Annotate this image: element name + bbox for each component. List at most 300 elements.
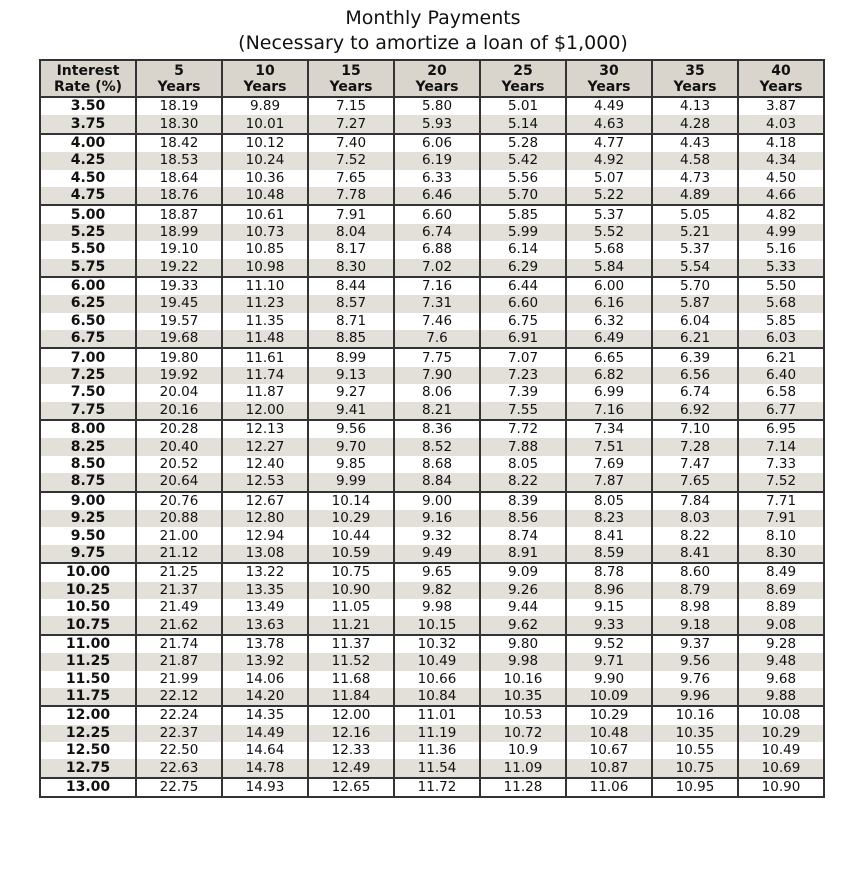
payment-cell: 20.28 <box>136 420 222 438</box>
payment-cell: 7.14 <box>738 438 824 455</box>
payment-cell: 13.78 <box>222 635 308 653</box>
payment-cell: 7.40 <box>308 134 394 152</box>
payment-cell: 5.99 <box>480 224 566 241</box>
payment-cell: 5.37 <box>652 241 738 258</box>
payment-cell: 7.34 <box>566 420 652 438</box>
payment-cell: 7.84 <box>652 492 738 510</box>
payment-cell: 5.01 <box>480 97 566 115</box>
payment-cell: 7.88 <box>480 438 566 455</box>
payment-cell: 12.16 <box>308 725 394 742</box>
table-row <box>40 545 824 563</box>
payment-cell: 12.94 <box>222 527 308 544</box>
payment-cell: 21.25 <box>136 563 222 581</box>
payment-cell: 19.57 <box>136 313 222 330</box>
payment-cell: 18.42 <box>136 134 222 152</box>
table-row <box>40 115 824 133</box>
table-row <box>40 224 824 241</box>
payment-cell: 11.09 <box>480 759 566 777</box>
payment-cell: 5.50 <box>738 277 824 295</box>
payment-cell: 4.82 <box>738 205 824 223</box>
payment-cell: 9.09 <box>480 563 566 581</box>
payment-cell: 10.87 <box>566 759 652 777</box>
payment-cell: 9.65 <box>394 563 480 581</box>
payment-cell: 18.64 <box>136 170 222 187</box>
payment-cell: 7.33 <box>738 456 824 473</box>
payment-cell: 4.63 <box>566 115 652 133</box>
payment-cell: 6.00 <box>566 277 652 295</box>
payment-cell: 10.15 <box>394 616 480 634</box>
payment-cell: 6.32 <box>566 313 652 330</box>
payment-cell: 21.87 <box>136 653 222 670</box>
rate-cell: 7.25 <box>40 367 136 384</box>
payment-cell: 4.28 <box>652 115 738 133</box>
rate-cell: 11.75 <box>40 688 136 706</box>
payment-cell: 10.73 <box>222 224 308 241</box>
payment-cell: 11.74 <box>222 367 308 384</box>
payment-cell: 4.66 <box>738 187 824 205</box>
payment-cell: 8.10 <box>738 527 824 544</box>
payment-cell: 4.73 <box>652 170 738 187</box>
rate-cell: 5.75 <box>40 259 136 277</box>
payment-cell: 10.49 <box>738 742 824 759</box>
header-line: Years <box>415 79 459 95</box>
payment-cell: 9.90 <box>566 671 652 688</box>
table-row <box>40 420 824 438</box>
payment-cell: 9.99 <box>308 473 394 491</box>
payment-cell: 8.49 <box>738 563 824 581</box>
table-row <box>40 688 824 706</box>
payment-cell: 5.37 <box>566 205 652 223</box>
payment-cell: 10.53 <box>480 706 566 724</box>
payment-cell: 8.84 <box>394 473 480 491</box>
payment-cell: 11.35 <box>222 313 308 330</box>
payment-cell: 6.14 <box>480 241 566 258</box>
payment-cell: 8.96 <box>566 582 652 599</box>
payments-table <box>39 59 825 798</box>
table-row <box>40 438 824 455</box>
table-row <box>40 205 824 223</box>
payment-cell: 11.54 <box>394 759 480 777</box>
payment-cell: 4.49 <box>566 97 652 115</box>
payment-cell: 9.56 <box>308 420 394 438</box>
payment-cell: 6.44 <box>480 277 566 295</box>
payment-cell: 9.68 <box>738 671 824 688</box>
rate-cell: 8.25 <box>40 438 136 455</box>
payment-cell: 10.95 <box>652 778 738 797</box>
payment-cell: 11.52 <box>308 653 394 670</box>
payment-cell: 8.98 <box>652 599 738 616</box>
payment-cell: 5.68 <box>738 295 824 312</box>
payment-cell: 9.85 <box>308 456 394 473</box>
payment-cell: 8.05 <box>480 456 566 473</box>
payment-cell: 9.18 <box>652 616 738 634</box>
payment-cell: 13.92 <box>222 653 308 670</box>
payment-cell: 21.37 <box>136 582 222 599</box>
payment-cell: 5.68 <box>566 241 652 258</box>
header-line: 10 <box>255 63 275 79</box>
header-line: Years <box>587 79 631 95</box>
payment-cell: 10.08 <box>738 706 824 724</box>
rate-cell: 12.00 <box>40 706 136 724</box>
table-body <box>40 97 824 797</box>
payment-cell: 10.29 <box>566 706 652 724</box>
payment-cell: 5.05 <box>652 205 738 223</box>
payment-cell: 8.69 <box>738 582 824 599</box>
payment-cell: 13.49 <box>222 599 308 616</box>
table-row <box>40 492 824 510</box>
payment-cell: 21.99 <box>136 671 222 688</box>
payment-cell: 18.53 <box>136 152 222 169</box>
payment-cell: 20.40 <box>136 438 222 455</box>
payment-cell: 9.70 <box>308 438 394 455</box>
payment-cell: 6.19 <box>394 152 480 169</box>
payment-cell: 9.33 <box>566 616 652 634</box>
payment-cell: 8.30 <box>308 259 394 277</box>
header-term-5 <box>480 60 566 97</box>
payment-cell: 8.22 <box>652 527 738 544</box>
payment-cell: 8.60 <box>652 563 738 581</box>
payment-cell: 10.59 <box>308 545 394 563</box>
payment-cell: 19.10 <box>136 241 222 258</box>
payment-cell: 7.51 <box>566 438 652 455</box>
payment-cell: 21.12 <box>136 545 222 563</box>
header-row <box>40 60 824 97</box>
payment-cell: 10.49 <box>394 653 480 670</box>
header-line: Years <box>673 79 717 95</box>
payment-cell: 8.06 <box>394 384 480 401</box>
payment-cell: 9.44 <box>480 599 566 616</box>
header-line: 20 <box>427 63 447 79</box>
payment-cell: 10.90 <box>308 582 394 599</box>
payment-cell: 8.89 <box>738 599 824 616</box>
table-row <box>40 527 824 544</box>
payment-cell: 10.16 <box>480 671 566 688</box>
payment-cell: 9.98 <box>394 599 480 616</box>
payment-cell: 10.29 <box>738 725 824 742</box>
payment-cell: 5.80 <box>394 97 480 115</box>
payment-cell: 8.68 <box>394 456 480 473</box>
payment-cell: 11.72 <box>394 778 480 797</box>
payment-cell: 12.49 <box>308 759 394 777</box>
payment-cell: 9.52 <box>566 635 652 653</box>
payment-cell: 5.93 <box>394 115 480 133</box>
payment-cell: 5.54 <box>652 259 738 277</box>
payment-cell: 21.49 <box>136 599 222 616</box>
payment-cell: 9.62 <box>480 616 566 634</box>
table-row <box>40 295 824 312</box>
payment-cell: 10.61 <box>222 205 308 223</box>
payment-cell: 11.36 <box>394 742 480 759</box>
payment-cell: 6.04 <box>652 313 738 330</box>
payment-cell: 9.41 <box>308 402 394 420</box>
payment-cell: 9.49 <box>394 545 480 563</box>
table-row <box>40 742 824 759</box>
payment-cell: 22.24 <box>136 706 222 724</box>
payment-cell: 6.74 <box>652 384 738 401</box>
payment-cell: 6.56 <box>652 367 738 384</box>
rate-cell: 4.75 <box>40 187 136 205</box>
header-term-7 <box>652 60 738 97</box>
table-row <box>40 313 824 330</box>
payment-cell: 18.99 <box>136 224 222 241</box>
payment-cell: 13.35 <box>222 582 308 599</box>
table-row <box>40 348 824 366</box>
header-term-6 <box>566 60 652 97</box>
payment-cell: 7.47 <box>652 456 738 473</box>
payment-cell: 7.07 <box>480 348 566 366</box>
payment-cell: 10.72 <box>480 725 566 742</box>
payment-cell: 6.92 <box>652 402 738 420</box>
payment-cell: 10.01 <box>222 115 308 133</box>
payment-cell: 19.68 <box>136 330 222 348</box>
payment-cell: 7.55 <box>480 402 566 420</box>
payment-cell: 20.88 <box>136 510 222 527</box>
rate-cell: 3.50 <box>40 97 136 115</box>
table-row <box>40 259 824 277</box>
payment-cell: 9.89 <box>222 97 308 115</box>
payment-cell: 9.08 <box>738 616 824 634</box>
header-line: Rate (%) <box>53 79 123 95</box>
payment-cell: 14.64 <box>222 742 308 759</box>
payment-cell: 10.44 <box>308 527 394 544</box>
header-term-2 <box>222 60 308 97</box>
rate-cell: 12.50 <box>40 742 136 759</box>
rate-cell: 10.25 <box>40 582 136 599</box>
payment-cell: 19.33 <box>136 277 222 295</box>
payment-cell: 8.21 <box>394 402 480 420</box>
header-term-8 <box>738 60 824 97</box>
payment-cell: 7.27 <box>308 115 394 133</box>
payment-cell: 4.13 <box>652 97 738 115</box>
header-line: 5 <box>174 63 184 79</box>
header-term-1 <box>136 60 222 97</box>
payment-cell: 10.35 <box>652 725 738 742</box>
payment-cell: 9.56 <box>652 653 738 670</box>
payment-cell: 8.04 <box>308 224 394 241</box>
payment-cell: 9.88 <box>738 688 824 706</box>
payment-cell: 19.92 <box>136 367 222 384</box>
payment-cell: 7.16 <box>566 402 652 420</box>
header-line: Years <box>759 79 803 95</box>
payment-cell: 8.22 <box>480 473 566 491</box>
payment-cell: 5.14 <box>480 115 566 133</box>
payment-cell: 7.39 <box>480 384 566 401</box>
rate-cell: 8.75 <box>40 473 136 491</box>
payment-cell: 9.48 <box>738 653 824 670</box>
payment-cell: 10.16 <box>652 706 738 724</box>
payment-cell: 8.99 <box>308 348 394 366</box>
payment-cell: 11.19 <box>394 725 480 742</box>
payment-cell: 6.60 <box>394 205 480 223</box>
payment-cell: 19.45 <box>136 295 222 312</box>
payment-cell: 12.00 <box>222 402 308 420</box>
table-row <box>40 759 824 777</box>
payment-cell: 5.21 <box>652 224 738 241</box>
payment-cell: 4.92 <box>566 152 652 169</box>
rate-cell: 7.75 <box>40 402 136 420</box>
payment-cell: 8.44 <box>308 277 394 295</box>
payment-cell: 9.28 <box>738 635 824 653</box>
table-row <box>40 616 824 634</box>
payment-cell: 10.90 <box>738 778 824 797</box>
payment-cell: 7.02 <box>394 259 480 277</box>
payment-cell: 18.76 <box>136 187 222 205</box>
rate-cell: 8.50 <box>40 456 136 473</box>
payment-cell: 7.52 <box>738 473 824 491</box>
rate-cell: 13.00 <box>40 778 136 797</box>
payment-cell: 22.75 <box>136 778 222 797</box>
payment-cell: 8.78 <box>566 563 652 581</box>
rate-cell: 9.25 <box>40 510 136 527</box>
payment-cell: 7.90 <box>394 367 480 384</box>
payment-cell: 5.70 <box>652 277 738 295</box>
payment-cell: 7.75 <box>394 348 480 366</box>
payment-cell: 9.16 <box>394 510 480 527</box>
payment-cell: 10.55 <box>652 742 738 759</box>
payment-cell: 4.50 <box>738 170 824 187</box>
payment-cell: 9.98 <box>480 653 566 670</box>
payment-cell: 8.79 <box>652 582 738 599</box>
payment-cell: 7.16 <box>394 277 480 295</box>
payment-cell: 6.88 <box>394 241 480 258</box>
payment-cell: 10.09 <box>566 688 652 706</box>
rate-cell: 4.00 <box>40 134 136 152</box>
payment-cell: 12.33 <box>308 742 394 759</box>
rate-cell: 10.50 <box>40 599 136 616</box>
table-row <box>40 187 824 205</box>
payment-cell: 6.65 <box>566 348 652 366</box>
payment-cell: 8.03 <box>652 510 738 527</box>
table-row <box>40 456 824 473</box>
payment-cell: 6.49 <box>566 330 652 348</box>
payment-cell: 9.27 <box>308 384 394 401</box>
table-row <box>40 152 824 169</box>
header-line: 15 <box>341 63 361 79</box>
payment-cell: 20.52 <box>136 456 222 473</box>
page-subtitle: (Necessary to amortize a loan of $1,000) <box>238 32 628 54</box>
payment-cell: 11.37 <box>308 635 394 653</box>
payment-cell: 5.22 <box>566 187 652 205</box>
payment-cell: 6.74 <box>394 224 480 241</box>
payment-cell: 4.58 <box>652 152 738 169</box>
rate-cell: 10.00 <box>40 563 136 581</box>
payment-cell: 8.57 <box>308 295 394 312</box>
table-row <box>40 277 824 295</box>
payment-cell: 8.59 <box>566 545 652 563</box>
payment-cell: 5.33 <box>738 259 824 277</box>
payment-cell: 7.72 <box>480 420 566 438</box>
rate-cell: 5.00 <box>40 205 136 223</box>
payment-cell: 7.28 <box>652 438 738 455</box>
payment-cell: 10.66 <box>394 671 480 688</box>
payment-cell: 6.39 <box>652 348 738 366</box>
table-row <box>40 653 824 670</box>
payment-cell: 9.76 <box>652 671 738 688</box>
payment-cell: 6.75 <box>480 313 566 330</box>
payment-cell: 6.58 <box>738 384 824 401</box>
payment-cell: 13.63 <box>222 616 308 634</box>
payment-cell: 12.40 <box>222 456 308 473</box>
payment-cell: 3.87 <box>738 97 824 115</box>
rate-cell: 3.75 <box>40 115 136 133</box>
payment-cell: 11.48 <box>222 330 308 348</box>
payment-cell: 10.12 <box>222 134 308 152</box>
payment-cell: 7.15 <box>308 97 394 115</box>
table-row <box>40 241 824 258</box>
payment-cell: 10.75 <box>652 759 738 777</box>
payment-cell: 22.50 <box>136 742 222 759</box>
payment-cell: 10.48 <box>566 725 652 742</box>
table-row <box>40 706 824 724</box>
payment-cell: 9.71 <box>566 653 652 670</box>
page-title: Monthly Payments <box>345 7 521 29</box>
payment-cell: 5.07 <box>566 170 652 187</box>
payment-cell: 13.08 <box>222 545 308 563</box>
payment-cell: 8.05 <box>566 492 652 510</box>
payment-cell: 10.48 <box>222 187 308 205</box>
payment-cell: 7.87 <box>566 473 652 491</box>
payment-cell: 6.82 <box>566 367 652 384</box>
rate-cell: 6.25 <box>40 295 136 312</box>
payment-cell: 5.84 <box>566 259 652 277</box>
table-row <box>40 170 824 187</box>
payment-cell: 8.17 <box>308 241 394 258</box>
payment-cell: 4.18 <box>738 134 824 152</box>
rate-cell: 6.00 <box>40 277 136 295</box>
payment-cell: 11.87 <box>222 384 308 401</box>
header-line: Years <box>501 79 545 95</box>
payment-cell: 9.82 <box>394 582 480 599</box>
payment-cell: 14.20 <box>222 688 308 706</box>
rate-cell: 11.25 <box>40 653 136 670</box>
payment-cell: 11.05 <box>308 599 394 616</box>
payment-cell: 5.52 <box>566 224 652 241</box>
payment-cell: 21.74 <box>136 635 222 653</box>
payment-cell: 10.85 <box>222 241 308 258</box>
payment-cell: 8.52 <box>394 438 480 455</box>
rate-cell: 6.50 <box>40 313 136 330</box>
payment-cell: 12.53 <box>222 473 308 491</box>
payment-cell: 5.16 <box>738 241 824 258</box>
table-row <box>40 402 824 420</box>
payment-cell: 10.24 <box>222 152 308 169</box>
payment-cell: 12.13 <box>222 420 308 438</box>
payment-cell: 4.99 <box>738 224 824 241</box>
payment-cell: 11.21 <box>308 616 394 634</box>
payment-cell: 9.26 <box>480 582 566 599</box>
header-line: Years <box>157 79 201 95</box>
payment-cell: 6.77 <box>738 402 824 420</box>
payment-cell: 10.29 <box>308 510 394 527</box>
payment-cell: 6.91 <box>480 330 566 348</box>
payment-cell: 10.84 <box>394 688 480 706</box>
rate-cell: 6.75 <box>40 330 136 348</box>
rate-cell: 7.50 <box>40 384 136 401</box>
payment-cell: 10.14 <box>308 492 394 510</box>
header-line: Interest <box>56 63 120 79</box>
payment-cell: 11.68 <box>308 671 394 688</box>
payment-cell: 4.03 <box>738 115 824 133</box>
rate-cell: 10.75 <box>40 616 136 634</box>
payment-cell: 6.21 <box>652 330 738 348</box>
payment-cell: 8.30 <box>738 545 824 563</box>
payment-cell: 18.30 <box>136 115 222 133</box>
payment-cell: 12.80 <box>222 510 308 527</box>
payment-cell: 14.35 <box>222 706 308 724</box>
payment-cell: 5.87 <box>652 295 738 312</box>
payment-cell: 19.80 <box>136 348 222 366</box>
payment-cell: 8.56 <box>480 510 566 527</box>
